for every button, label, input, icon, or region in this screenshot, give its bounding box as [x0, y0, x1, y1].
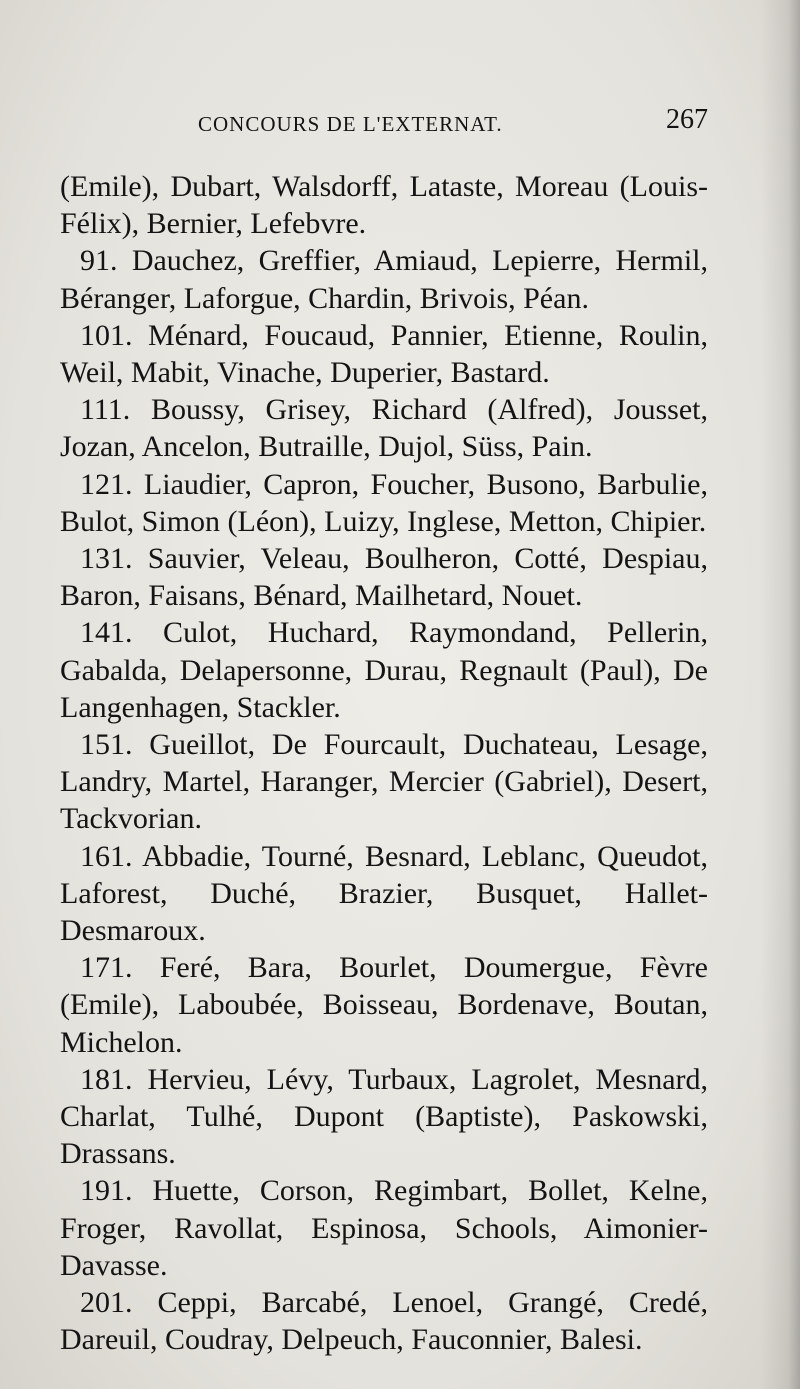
paragraph-141: 141. Culot, Huchard, Raymondand, Pellerin, Gabalda, Delapersonne, Durau, Regnault (Paul), De Langenhagen, Stackler. [60, 616, 708, 724]
paragraph-111: 111. Boussy, Grisey, Richard (Alfred), Jousset, Jozan, Ancelon, Butraille, Dujol, Süss, Pain. [60, 393, 708, 464]
page-number: 267 [666, 104, 708, 135]
paragraph-161: 161. Abbadie, Tourné, Besnard, Leblanc, Queudot, Laforest, Duché, Brazier, Busquet, Hallet-Desmaroux. [60, 839, 708, 948]
running-title: CONCOURS DE L'EXTERNAT. [198, 112, 503, 136]
paragraph-131: 131. Sauvier, Veleau, Boulheron, Cotté, Despiau, Baron, Faisans, Bénard, Mailhetard, Nouet. [60, 542, 708, 613]
paragraph-171: 171. Feré, Bara, Bourlet, Doumergue, Fèvre (Emile), Laboubée, Boisseau, Bordenave, Boutan, Michelon. [60, 951, 708, 1059]
text-block [60, 168, 708, 1359]
paragraph-191: 191. Huette, Corson, Regimbart, Bollet, Kelne, Froger, Ravollat, Espinosa, Schools, Aimonier-Davasse. [60, 1174, 708, 1282]
paragraph-101: 101. Ménard, Foucaud, Pannier, Etienne, Roulin, Weil, Mabit, Vinache, Duperier, Bastard. [60, 318, 708, 390]
page-edge-shadow [760, 0, 800, 1389]
paragraph-201: 201. Ceppi, Barcabé, Lenoel, Grangé, Credé, Dareuil, Coudray, Delpeuch, Fauconnier, Balesi. [60, 1286, 708, 1357]
page-header [60, 104, 708, 144]
paragraph-151: 151. Gueillot, De Fourcault, Duchateau, Lesage, Landry, Martel, Haranger, Mercier (Gabriel), Desert, Tackvorian. [60, 728, 708, 836]
paragraph-continuation: (Emile), Dubart, Walsdorff, Lataste, Moreau (Louis-Félix), Bernier, Lefebvre. [60, 170, 708, 241]
paragraph-91: 91. Dauchez, Greffier, Amiaud, Lepierre, Hermil, Béranger, Laforgue, Chardin, Brivois, Péan. [60, 244, 708, 315]
paragraph-121: 121. Liaudier, Capron, Foucher, Busono, Barbulie, Bulot, Simon (Léon), Luizy, Inglese, Metton, Chipier. [60, 467, 708, 538]
paragraph-181: 181. Hervieu, Lévy, Turbaux, Lagrolet, Mesnard, Charlat, Tulhé, Dupont (Baptiste), Paskowski, Drassans. [60, 1062, 708, 1171]
